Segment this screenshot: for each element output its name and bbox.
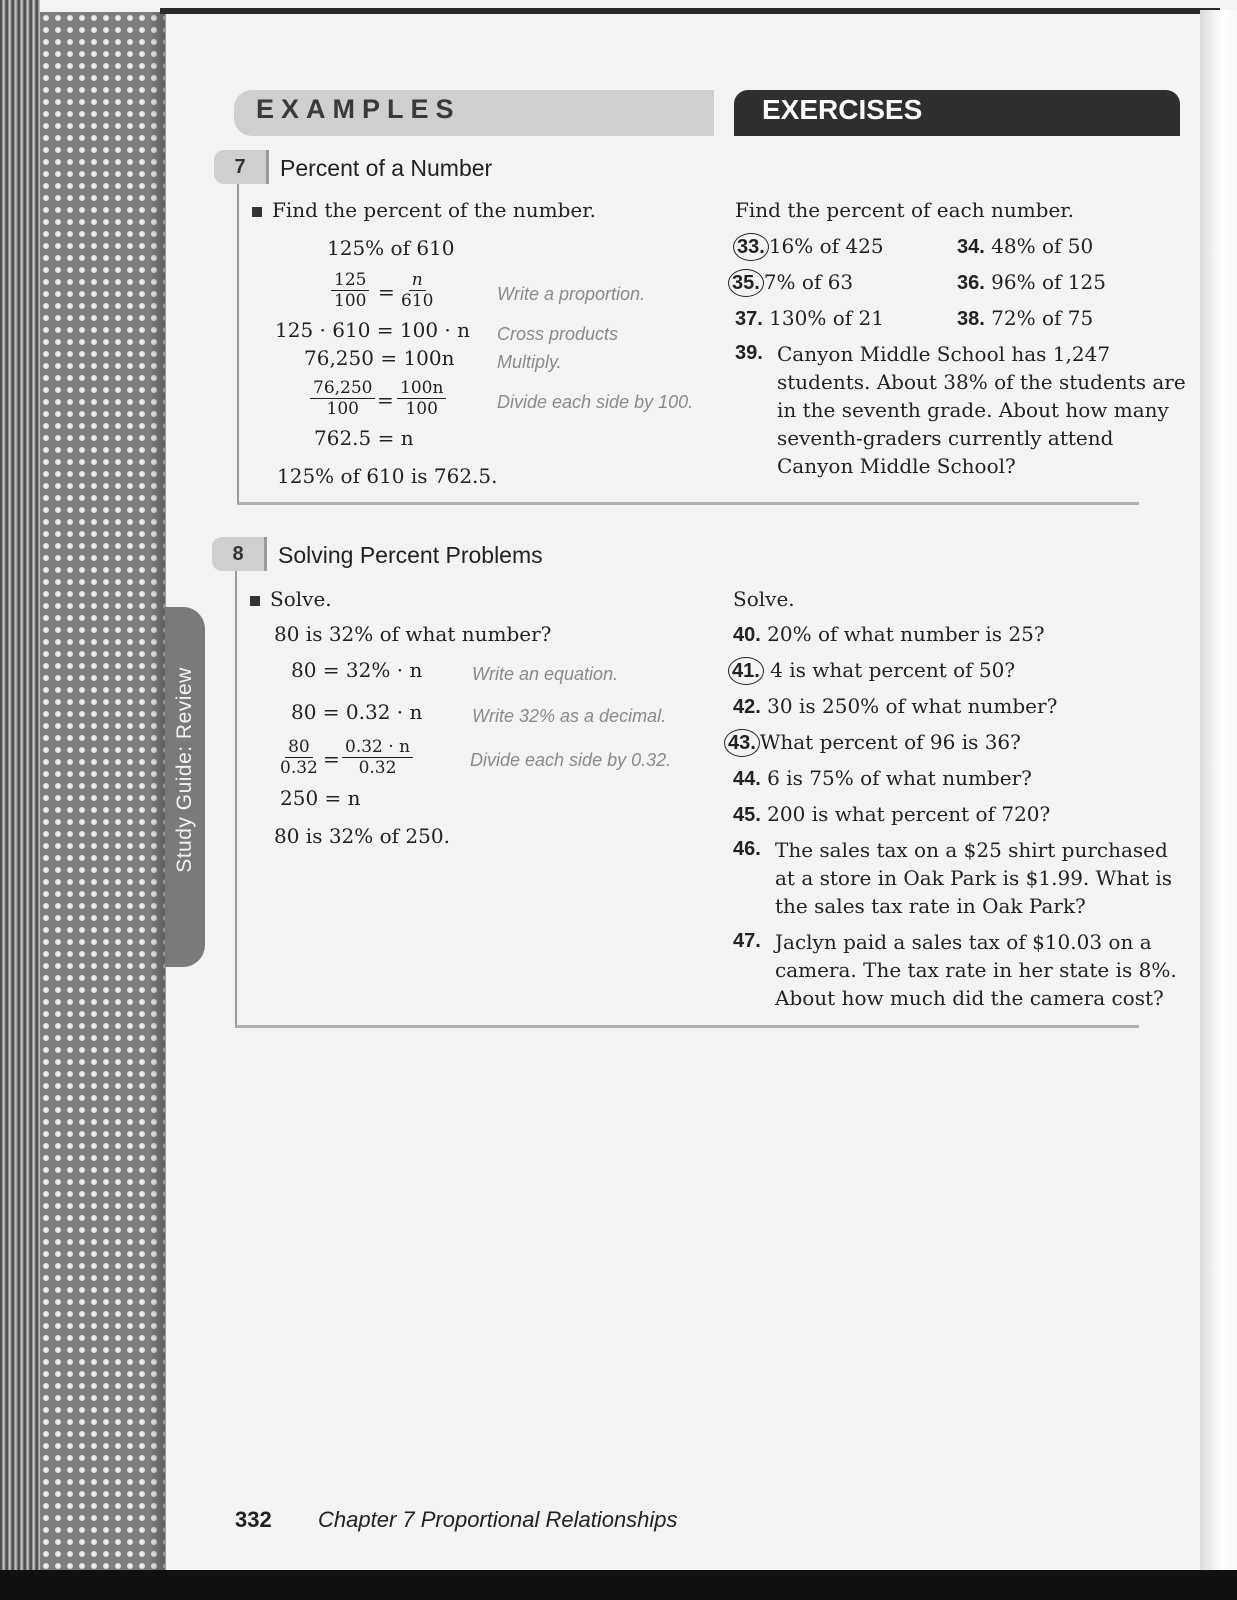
line: the sales tax rate in Oak Park?	[775, 894, 1086, 918]
denominator: 100	[405, 399, 438, 419]
line: About how much did the camera cost?	[775, 986, 1164, 1010]
exercise-number: 41.	[728, 657, 764, 685]
examples-header: EXAMPLES	[256, 94, 461, 124]
exercise-39-number: 39.	[735, 342, 763, 364]
prompt-text: Find the percent of the number.	[272, 198, 596, 222]
numerator: 0.32 · n	[342, 737, 413, 758]
exercises-8-prompt: Solve.	[733, 587, 795, 611]
numerator: 80	[285, 737, 313, 758]
fraction-n-610	[398, 270, 436, 311]
step-multiply: 76,250 = 100n	[304, 346, 455, 370]
line: camera. The tax rate in her state is 8%.	[775, 958, 1177, 982]
exercise-text: 200 is what percent of 720?	[767, 802, 1051, 826]
exercise-number: 36.	[957, 272, 985, 294]
exercise-text: 16% of 425	[768, 234, 884, 258]
exercise-number: 38.	[957, 308, 985, 330]
numerator: 76,250	[310, 378, 375, 399]
line: seventh-graders currently attend	[777, 426, 1114, 450]
exercise-text: 72% of 75	[991, 306, 1094, 330]
note-write-equation: Write an equation.	[472, 664, 619, 684]
note-cross-products: Cross products	[497, 324, 619, 344]
line: The sales tax on a $25 shirt purchased	[775, 838, 1168, 862]
note-write-decimal: Write 32% as a decimal.	[472, 706, 667, 726]
exercise-text: 96% of 125	[991, 270, 1106, 294]
chapter-title: Chapter 7 Proportional Relationships	[318, 1507, 678, 1532]
denominator: 100	[334, 291, 367, 311]
fraction-80-032	[277, 737, 321, 778]
line: Canyon Middle School?	[777, 454, 1016, 478]
top-edge	[160, 8, 1220, 14]
line: in the seventh grade. About how many	[777, 398, 1169, 422]
exercise-number: 45.	[733, 804, 761, 826]
line: Canyon Middle School has 1,247	[777, 342, 1111, 366]
step-cross-products: 125 · 610 = 100 · n	[275, 318, 471, 342]
exercise-34	[957, 234, 1093, 259]
exercise-text: 20% of what number is 25?	[767, 622, 1045, 646]
exercise-text: 4 is what percent of 50?	[770, 658, 1016, 682]
note-write-proportion: Write a proportion.	[497, 284, 646, 304]
bullet-icon	[250, 596, 260, 606]
page-number: 332	[235, 1507, 272, 1532]
exercise-number: 44.	[733, 768, 761, 790]
fraction-032n-032	[342, 737, 413, 778]
exercise-45	[733, 802, 1050, 827]
exercise-47-number: 47.	[733, 930, 761, 952]
exercise-46-text	[775, 836, 1195, 920]
section-7-number: 7	[214, 150, 269, 184]
exercise-35	[728, 270, 853, 295]
exercise-number: 34.	[957, 236, 985, 258]
line: at a store in Oak Park is $1.99. What is	[775, 866, 1173, 890]
prompt-text: Solve.	[270, 587, 332, 611]
example-7-prompt	[252, 198, 596, 222]
exercise-text: 48% of 50	[991, 234, 1094, 258]
margin-shadow	[150, 12, 166, 1570]
side-tab-label-wrap	[168, 620, 202, 920]
section-7-title: Percent of a Number	[280, 155, 493, 181]
exercise-number: 35.	[728, 269, 764, 297]
side-tab-label: Study Guide: Review	[173, 667, 197, 873]
fraction-125-100	[331, 270, 369, 311]
exercise-text: 30 is 250% of what number?	[767, 694, 1058, 718]
denominator: 100	[326, 399, 359, 419]
exercise-number: 43.	[724, 729, 760, 757]
step-decimal: 80 = 0.32 · n	[291, 700, 423, 724]
note-divide-032: Divide each side by 0.32.	[470, 750, 672, 770]
denominator: 0.32	[358, 758, 397, 778]
exercise-41	[728, 658, 1015, 683]
exercise-number: 42.	[733, 696, 761, 718]
exercise-37	[735, 306, 884, 331]
exercise-42	[733, 694, 1057, 719]
equals-sign: =	[323, 747, 340, 771]
exercise-46-number: 46.	[733, 838, 761, 860]
numerator: 125	[331, 270, 369, 291]
exercise-44	[733, 766, 1032, 791]
exercise-number: 37.	[735, 308, 763, 330]
bullet-icon	[252, 207, 262, 217]
line: Jaclyn paid a sales tax of $10.03 on a	[775, 930, 1152, 954]
example-8-problem: 80 is 32% of what number?	[274, 622, 552, 646]
bottom-edge	[0, 1570, 1237, 1600]
example-8-prompt	[250, 587, 332, 611]
fraction-100n-100	[397, 378, 446, 419]
exercise-47-text	[775, 928, 1195, 1012]
exercise-text: 7% of 63	[763, 270, 854, 294]
note-multiply: Multiply.	[497, 352, 562, 372]
exercises-header: EXERCISES	[762, 94, 923, 125]
equals-sign: =	[378, 280, 395, 304]
exercises-7-prompt: Find the percent of each number.	[735, 198, 1075, 222]
note-divide-100: Divide each side by 100.	[497, 392, 694, 412]
exercise-43	[724, 730, 1021, 755]
page-edges	[0, 0, 40, 1600]
denominator: 0.32	[280, 758, 318, 778]
exercise-36	[957, 270, 1106, 295]
exercise-text: What percent of 96 is 36?	[759, 730, 1021, 754]
line: students. About 38% of the students are	[777, 370, 1186, 394]
equals-sign: =	[377, 388, 394, 412]
dot-pattern-margin	[40, 12, 165, 1570]
example-7-problem: 125% of 610	[327, 236, 455, 260]
section-8-number: 8	[212, 537, 267, 571]
fraction-76250-100	[310, 378, 375, 419]
exercise-number: 33.	[733, 233, 769, 261]
example-8-answer: 80 is 32% of 250.	[274, 824, 450, 848]
step-result: 762.5 = n	[314, 426, 414, 450]
section-8-title: Solving Percent Problems	[278, 542, 543, 568]
numerator: n	[409, 270, 426, 291]
exercise-40	[733, 622, 1045, 647]
exercise-38	[957, 306, 1093, 331]
denominator: 610	[401, 291, 434, 311]
right-edge	[1200, 10, 1237, 1570]
exercise-text: 6 is 75% of what number?	[767, 766, 1032, 790]
example-7-answer: 125% of 610 is 762.5.	[277, 464, 498, 488]
step-result: 250 = n	[280, 786, 361, 810]
exercise-text: 130% of 21	[769, 306, 884, 330]
numerator: 100n	[397, 378, 446, 399]
exercise-39-text	[777, 340, 1187, 480]
step-equation: 80 = 32% · n	[291, 658, 423, 682]
exercise-33	[733, 234, 884, 259]
exercise-number: 40.	[733, 624, 761, 646]
